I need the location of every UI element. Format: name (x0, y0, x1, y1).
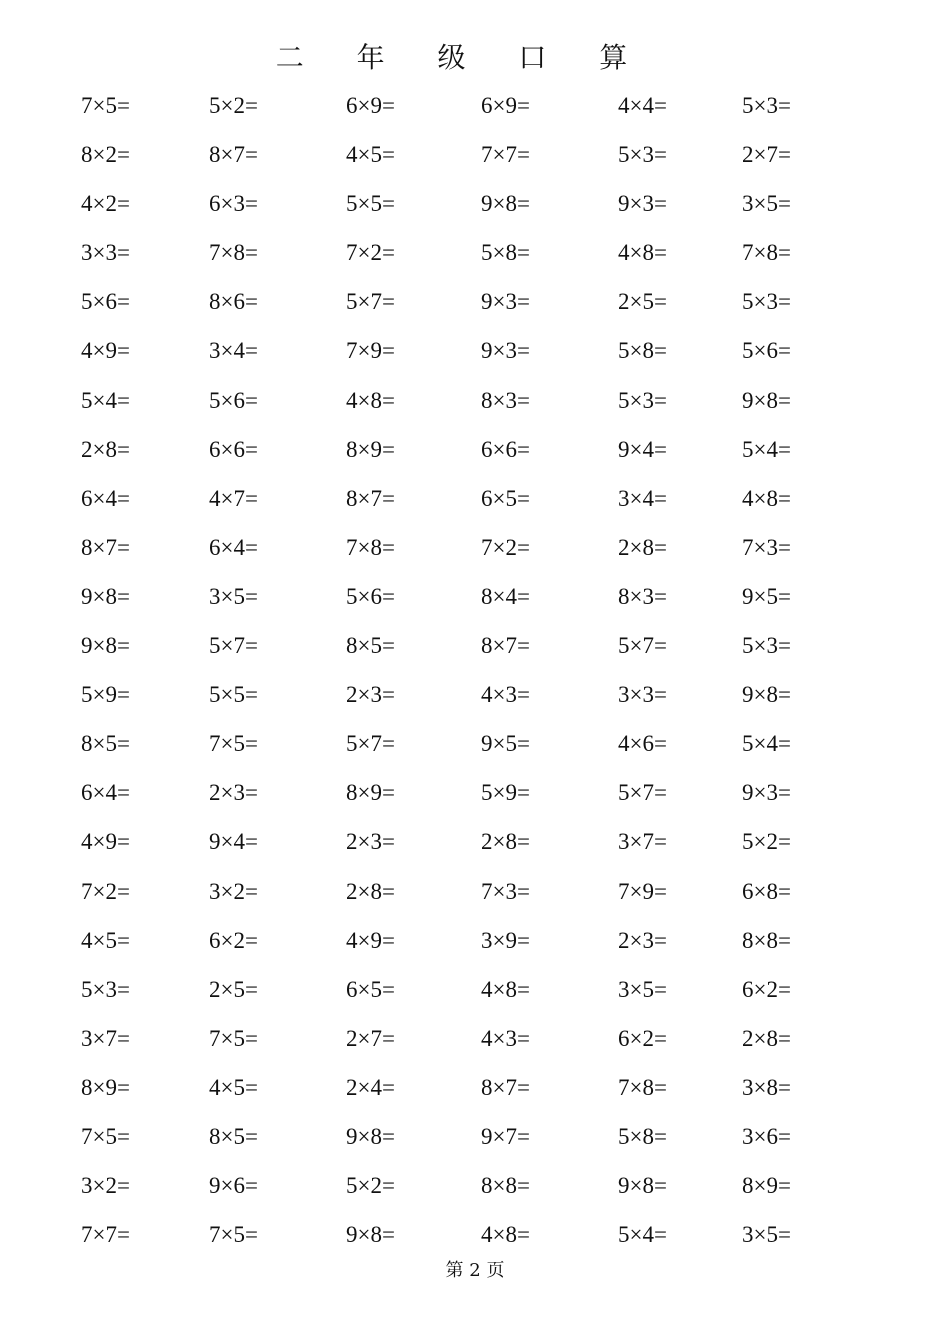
problem-item: 8×9= (346, 436, 395, 462)
page-number: 第 2 页 (445, 1260, 505, 1281)
problem-item: 9×8= (742, 682, 791, 708)
problem-item: 8×9= (346, 780, 395, 806)
problem-row (0, 924, 950, 973)
problem-row (0, 236, 950, 285)
problem-item: 8×7= (481, 1074, 530, 1100)
problem-item: 2×3= (209, 780, 258, 806)
problem-item: 4×9= (346, 927, 395, 953)
problem-item: 6×9= (346, 93, 395, 118)
problem-row (0, 433, 950, 482)
problem-item: 3×8= (742, 1074, 791, 1100)
problem-item: 7×5= (81, 1123, 130, 1149)
problem-item: 3×6= (742, 1123, 791, 1149)
problem-item: 7×2= (346, 240, 395, 266)
problem-row (0, 482, 950, 531)
problem-item: 6×4= (81, 780, 130, 806)
problem-item: 7×5= (209, 731, 258, 757)
problem-item: 4×3= (481, 682, 530, 708)
problem-item: 7×5= (81, 93, 130, 118)
problem-item: 7×8= (742, 240, 791, 266)
problem-item: 3×5= (742, 1222, 791, 1248)
problem-item: 8×4= (481, 583, 530, 609)
problem-item: 5×6= (742, 338, 791, 364)
problem-item: 9×8= (346, 1123, 395, 1149)
problem-item: 8×8= (481, 1173, 530, 1199)
problem-item: 5×6= (209, 387, 258, 413)
problem-item: 8×8= (742, 927, 791, 953)
problem-item: 5×2= (346, 1173, 395, 1199)
problem-item: 6×8= (742, 878, 791, 904)
problem-item: 8×7= (481, 633, 530, 659)
problem-item: 5×8= (618, 338, 667, 364)
problem-row (0, 89, 950, 138)
problem-item: 7×5= (209, 1222, 258, 1248)
problem-item: 9×3= (481, 289, 530, 315)
problem-item: 6×6= (481, 436, 530, 462)
problem-item: 7×3= (742, 534, 791, 560)
problem-item: 2×8= (81, 436, 130, 462)
problem-item: 9×8= (618, 1173, 667, 1199)
problem-item: 8×7= (346, 485, 395, 511)
problem-item: 4×8= (481, 1222, 530, 1248)
problem-item: 6×5= (481, 485, 530, 511)
problem-item: 2×3= (346, 682, 395, 708)
problem-item: 3×4= (618, 485, 667, 511)
problem-item: 5×3= (618, 387, 667, 413)
problem-item: 7×9= (346, 338, 395, 364)
problem-item: 5×3= (618, 142, 667, 168)
problem-item: 6×6= (209, 436, 258, 462)
problem-item: 9×7= (481, 1123, 530, 1149)
problem-item: 7×3= (481, 878, 530, 904)
problem-row (0, 1120, 950, 1169)
problem-item: 5×9= (81, 682, 130, 708)
problem-item: 3×2= (81, 1173, 130, 1199)
problem-item: 5×6= (81, 289, 130, 315)
problem-item: 4×8= (346, 387, 395, 413)
problem-item: 3×2= (209, 878, 258, 904)
problem-item: 2×7= (346, 1025, 395, 1051)
problem-item: 8×6= (209, 289, 258, 315)
problem-item: 6×2= (209, 927, 258, 953)
problem-item: 8×7= (209, 142, 258, 168)
problem-item: 2×8= (346, 878, 395, 904)
problem-item: 3×7= (81, 1025, 130, 1051)
problem-item: 5×8= (618, 1123, 667, 1149)
problem-item: 5×5= (209, 682, 258, 708)
problem-item: 7×5= (209, 1025, 258, 1051)
problem-item: 4×9= (81, 338, 130, 364)
problem-item: 4×9= (81, 829, 130, 855)
problem-item: 2×8= (618, 534, 667, 560)
problem-item: 5×2= (209, 93, 258, 118)
problem-item: 4×5= (81, 927, 130, 953)
problem-item: 7×2= (81, 878, 130, 904)
problem-item: 2×5= (618, 289, 667, 315)
problem-item: 7×2= (481, 534, 530, 560)
problem-item: 9×8= (81, 583, 130, 609)
problem-row (0, 580, 950, 629)
problem-item: 9×6= (209, 1173, 258, 1199)
problem-item: 5×7= (209, 633, 258, 659)
problem-row (0, 629, 950, 678)
problem-item: 4×8= (742, 485, 791, 511)
problem-item: 5×4= (742, 436, 791, 462)
problem-item: 7×8= (618, 1074, 667, 1100)
problem-item: 8×9= (742, 1173, 791, 1199)
problem-row (0, 187, 950, 236)
problem-item: 2×8= (481, 829, 530, 855)
problem-item: 5×7= (346, 731, 395, 757)
problem-row (0, 776, 950, 825)
problem-item: 4×7= (209, 485, 258, 511)
problem-item: 7×7= (81, 1222, 130, 1248)
problem-item: 6×5= (346, 976, 395, 1002)
problem-item: 9×5= (742, 583, 791, 609)
problem-item: 8×3= (481, 387, 530, 413)
problem-item: 3×5= (209, 583, 258, 609)
problem-row (0, 727, 950, 776)
problem-item: 4×8= (481, 976, 530, 1002)
problem-item: 7×8= (209, 240, 258, 266)
problem-item: 5×3= (742, 93, 791, 118)
problem-item: 5×4= (81, 387, 130, 413)
problem-item: 8×3= (618, 583, 667, 609)
problem-item: 8×5= (209, 1123, 258, 1149)
problem-item: 2×4= (346, 1074, 395, 1100)
problem-item: 9×3= (481, 338, 530, 364)
problem-item: 5×7= (618, 633, 667, 659)
problem-item: 5×7= (346, 289, 395, 315)
problem-item: 9×8= (481, 191, 530, 217)
problem-item: 3×7= (618, 829, 667, 855)
problem-item: 5×3= (742, 289, 791, 315)
problem-row (0, 875, 950, 924)
problem-item: 8×2= (81, 142, 130, 168)
problem-item: 4×2= (81, 191, 130, 217)
problem-item: 9×4= (618, 436, 667, 462)
problem-row (0, 334, 950, 383)
problem-row (0, 531, 950, 580)
problem-item: 5×4= (742, 731, 791, 757)
problem-item: 5×9= (481, 780, 530, 806)
problem-row (0, 678, 950, 727)
problem-item: 9×5= (481, 731, 530, 757)
problem-item: 5×2= (742, 829, 791, 855)
problem-row (0, 1022, 950, 1071)
problem-row (0, 825, 950, 874)
problem-item: 7×9= (618, 878, 667, 904)
problem-row (0, 384, 950, 433)
problem-item: 9×3= (618, 191, 667, 217)
problem-row (0, 285, 950, 334)
problem-item: 4×5= (346, 142, 395, 168)
problem-item: 6×9= (481, 93, 530, 118)
problem-item: 2×3= (618, 927, 667, 953)
problem-row (0, 138, 950, 187)
problem-item: 8×7= (81, 534, 130, 560)
problem-item: 6×3= (209, 191, 258, 217)
problem-item: 6×2= (618, 1025, 667, 1051)
problem-item: 3×5= (618, 976, 667, 1002)
problem-item: 2×8= (742, 1025, 791, 1051)
problem-item: 9×8= (81, 633, 130, 659)
page-title: 二 年 级 口 算 (275, 41, 650, 74)
problem-item: 9×8= (742, 387, 791, 413)
problem-item: 5×3= (81, 976, 130, 1002)
problem-item: 8×5= (81, 731, 130, 757)
problem-item: 2×7= (742, 142, 791, 168)
problem-item: 9×4= (209, 829, 258, 855)
problem-item: 4×4= (618, 93, 667, 118)
problem-row (0, 1169, 950, 1218)
problem-item: 3×3= (618, 682, 667, 708)
problem-grid (0, 89, 950, 1267)
problem-item: 5×7= (618, 780, 667, 806)
problem-item: 4×5= (209, 1074, 258, 1100)
problem-item: 5×4= (618, 1222, 667, 1248)
problem-item: 9×8= (346, 1222, 395, 1248)
problem-item: 4×8= (618, 240, 667, 266)
problem-item: 8×9= (81, 1074, 130, 1100)
problem-item: 3×4= (209, 338, 258, 364)
problem-item: 6×4= (81, 485, 130, 511)
problem-item: 5×3= (742, 633, 791, 659)
problem-row (0, 973, 950, 1022)
problem-item: 7×7= (481, 142, 530, 168)
problem-item: 6×4= (209, 534, 258, 560)
problem-item: 4×3= (481, 1025, 530, 1051)
problem-item: 5×8= (481, 240, 530, 266)
problem-item: 2×5= (209, 976, 258, 1002)
problem-item: 3×5= (742, 191, 791, 217)
problem-item: 4×6= (618, 731, 667, 757)
problem-item: 6×2= (742, 976, 791, 1002)
problem-item: 5×6= (346, 583, 395, 609)
problem-item: 8×5= (346, 633, 395, 659)
problem-item: 3×3= (81, 240, 130, 266)
problem-item: 5×5= (346, 191, 395, 217)
problem-item: 7×8= (346, 534, 395, 560)
problem-item: 2×3= (346, 829, 395, 855)
problem-item: 3×9= (481, 927, 530, 953)
problem-item: 9×3= (742, 780, 791, 806)
problem-row (0, 1071, 950, 1120)
